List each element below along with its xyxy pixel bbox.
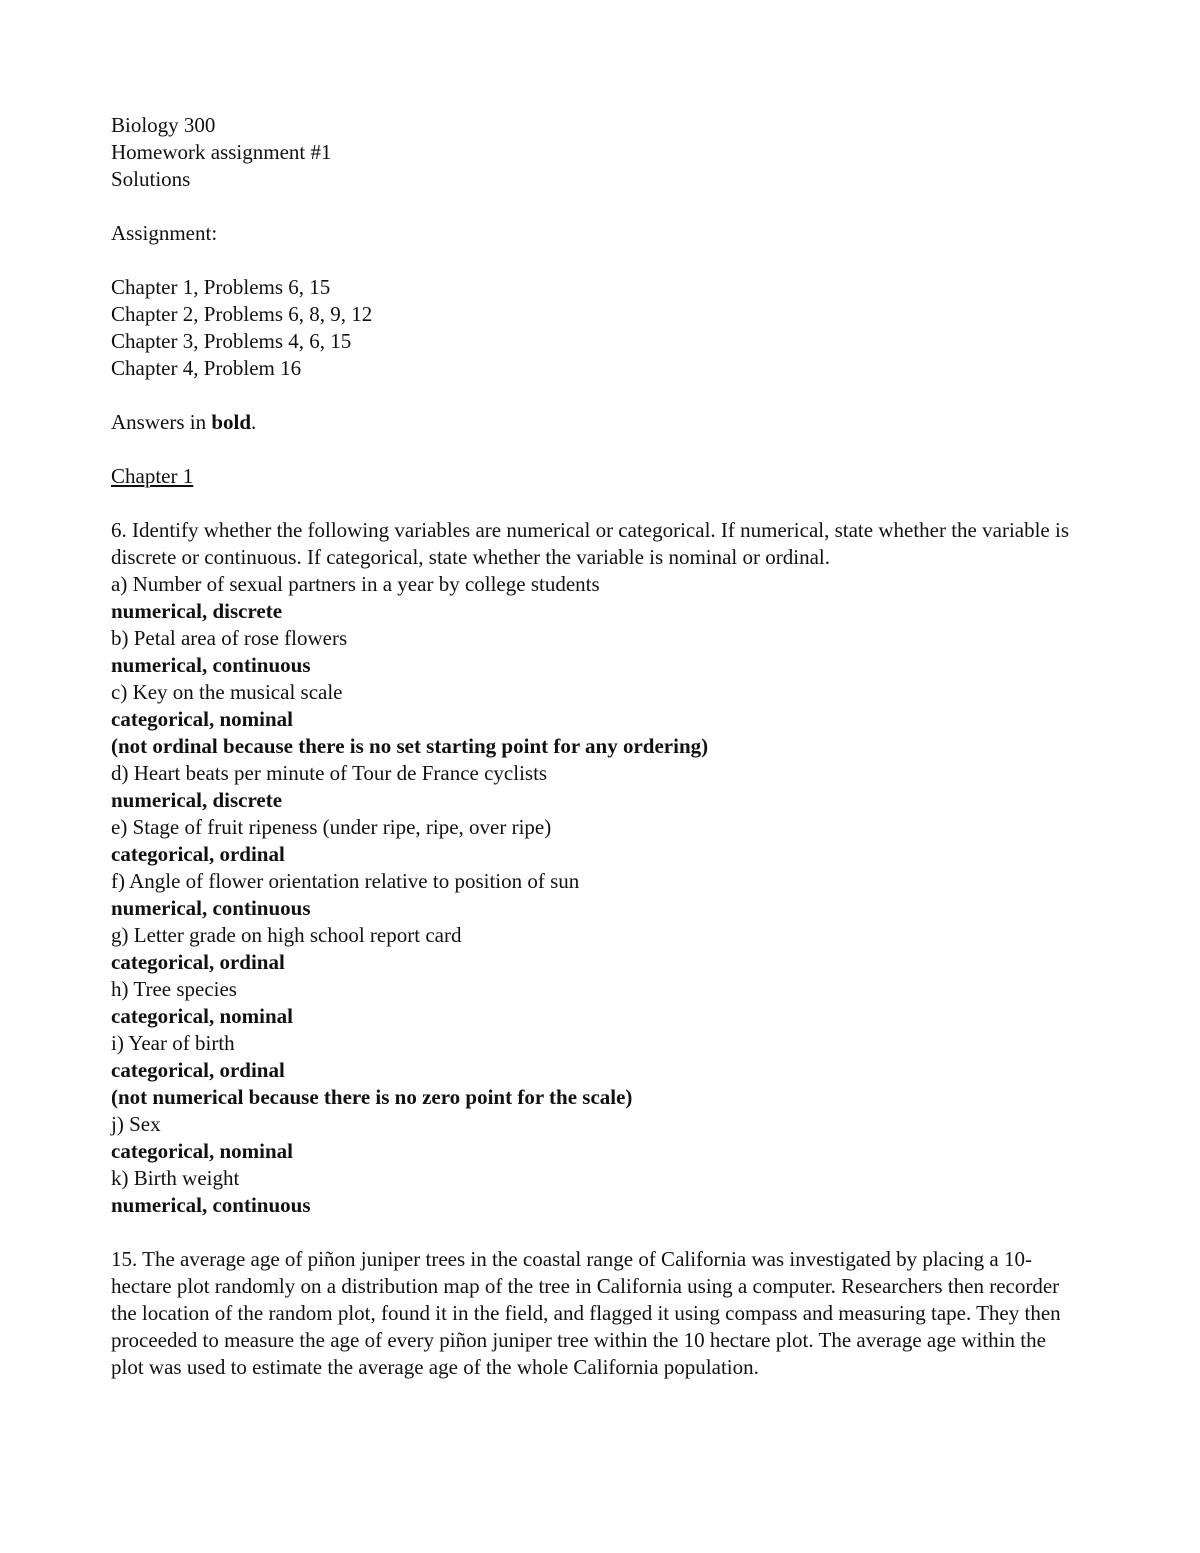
question-line: k) Birth weight: [111, 1166, 240, 1190]
question-line: d) Heart beats per minute of Tour de France cyclists: [111, 761, 548, 785]
answer-line: categorical, ordinal: [111, 842, 285, 866]
answer-line: numerical, discrete: [111, 599, 283, 623]
spacer: [111, 1219, 1071, 1246]
chapter-list-item: Chapter 3, Problems 4, 6, 15: [111, 329, 352, 353]
answer-line: categorical, ordinal: [111, 950, 285, 974]
problem-6-items: [111, 571, 1071, 1219]
spacer: [111, 247, 1071, 274]
chapter-list-item: Chapter 4, Problem 16: [111, 356, 302, 380]
answer-line: numerical, continuous: [111, 1193, 311, 1217]
question-line: e) Stage of fruit ripeness (under ripe, ripe, over ripe): [111, 815, 552, 839]
question-line: a) Number of sexual partners in a year by college students: [111, 572, 600, 596]
spacer: [111, 382, 1071, 409]
answers-note-bold-word: bold: [211, 410, 252, 434]
question-line: h) Tree species: [111, 977, 237, 1001]
document-page: [111, 112, 1071, 1381]
course-title: Biology 300: [111, 113, 216, 137]
assignment-label: Assignment:: [111, 221, 218, 245]
solutions-title: Solutions: [111, 167, 191, 191]
answer-line: numerical, discrete: [111, 788, 283, 812]
answers-note-prefix: Answers in: [111, 410, 212, 434]
spacer: [111, 490, 1071, 517]
question-line: g) Letter grade on high school report card: [111, 923, 462, 947]
answer-line: numerical, continuous: [111, 653, 311, 677]
answer-line: categorical, nominal: [111, 707, 293, 731]
answer-note-line: (not ordinal because there is no set starting point for any ordering): [111, 734, 709, 758]
chapter-1-heading: Chapter 1: [111, 464, 194, 488]
answer-line: categorical, ordinal: [111, 1058, 285, 1082]
spacer: [111, 193, 1071, 220]
answer-note-line: (not numerical because there is no zero point for the scale): [111, 1085, 633, 1109]
answers-note: [111, 409, 1071, 436]
question-line: i) Year of birth: [111, 1031, 235, 1055]
answers-note-suffix: .: [251, 410, 257, 434]
chapter-list-item: Chapter 1, Problems 6, 15: [111, 275, 331, 299]
assignment-title: Homework assignment #1: [111, 140, 332, 164]
question-line: j) Sex: [111, 1112, 161, 1136]
spacer: [111, 436, 1071, 463]
problem-15-prompt: 15. The average age of piñon juniper trees in the coastal range of California was investigated by placing a 10-hectare plot randomly on a distribution map of the tree in California using a computer. Researchers then recorder the location of the random plot, found it in the field, and flagged it using compass and measuring tape. They then proceeded to measure the age of every piñon juniper tree within the 10 hectare plot. The average age within the plot was used to estimate the average age of the whole California population.: [111, 1247, 1061, 1379]
question-line: f) Angle of flower orientation relative to position of sun: [111, 869, 580, 893]
answer-line: numerical, continuous: [111, 896, 311, 920]
chapter-list-item: Chapter 2, Problems 6, 8, 9, 12: [111, 302, 373, 326]
answer-line: categorical, nominal: [111, 1004, 293, 1028]
answer-line: categorical, nominal: [111, 1139, 293, 1163]
question-line: b) Petal area of rose flowers: [111, 626, 348, 650]
problem-6-prompt: 6. Identify whether the following variables are numerical or categorical. If numerical, state whether the variable is discrete or continuous. If categorical, state whether the variable is nominal or ordinal.: [111, 518, 1070, 569]
question-line: c) Key on the musical scale: [111, 680, 343, 704]
